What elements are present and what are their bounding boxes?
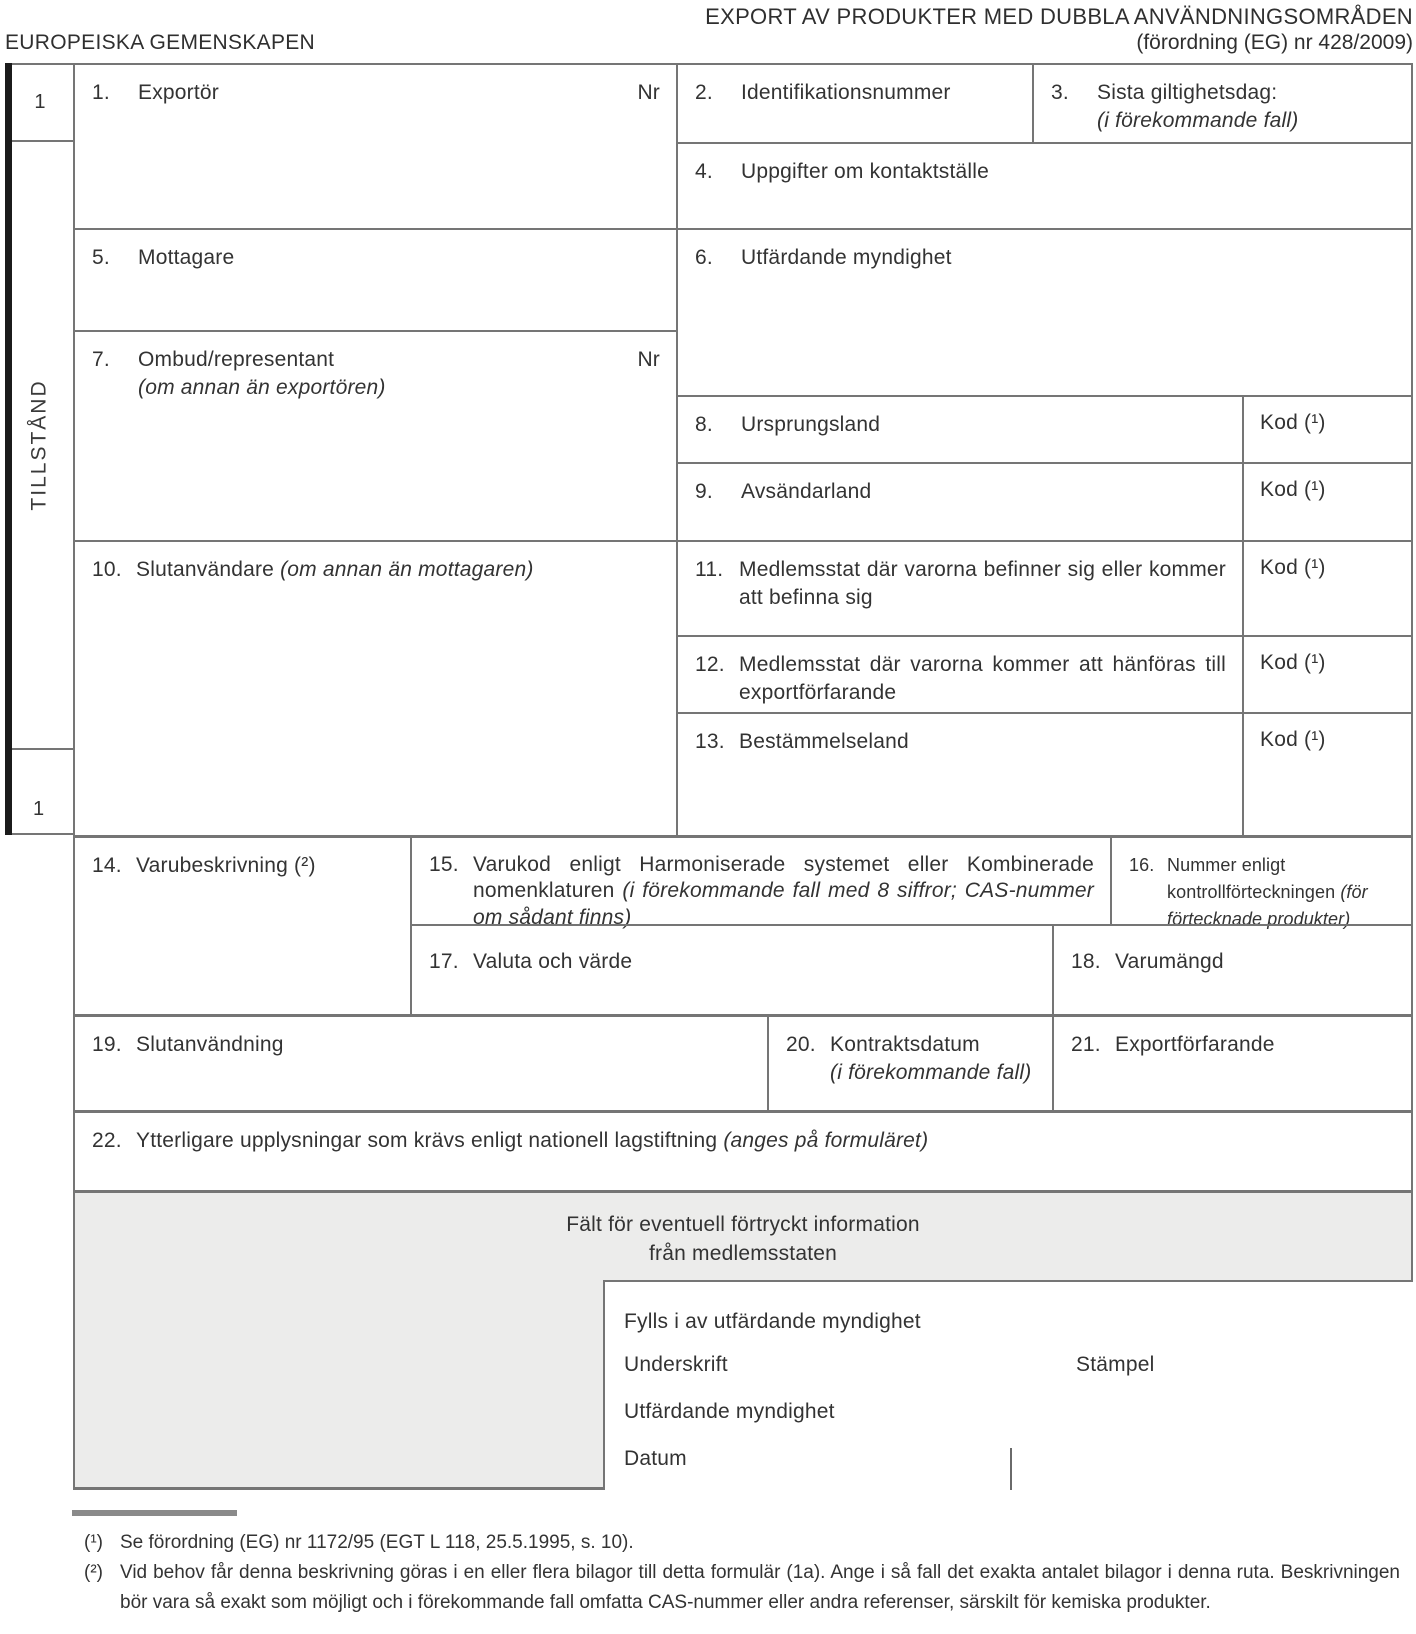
- regulation-subtitle: (förordning (EG) nr 428/2009): [1136, 31, 1413, 54]
- kod-label: Kod (¹): [1260, 478, 1326, 501]
- box-label: Varubeskrivning (²): [136, 854, 316, 877]
- box-number: 15.: [429, 853, 459, 876]
- box-note: (i förekommande fall med 8 siffror; CAS-nummer om sådant finns): [473, 879, 1094, 929]
- box-label: Ytterligare upplysningar som krävs enligt nationell lagstiftning (anges på formuläret): [136, 1129, 929, 1152]
- box-number: 17.: [429, 950, 459, 973]
- footnote-marker: (²): [84, 1562, 103, 1583]
- box-number: 14.: [92, 854, 122, 877]
- box-11-code: [1242, 540, 1413, 635]
- box-label: Utfärdande myndighet: [741, 246, 952, 269]
- issuing-authority-label: Utfärdande myndighet: [624, 1400, 835, 1423]
- sidebar-thick-border: [5, 63, 12, 835]
- box-label: Uppgifter om kontaktställe: [741, 160, 989, 183]
- box-11-member-state-location: [676, 540, 1242, 635]
- box-15-commodity-code: [410, 835, 1110, 929]
- sidebar-tillstand-label: TILLSTÅND: [5, 140, 73, 748]
- box-label: Sista giltighetsdag: (i förekommande fall): [1097, 79, 1395, 135]
- box-6-issuing-authority: [676, 228, 1413, 395]
- box-note: (anges på formuläret): [723, 1129, 929, 1152]
- box-12-member-state-export-procedure: [676, 635, 1242, 712]
- box-label: Nummer enligt kontrollförteckningen (för förtecknade produkter): [1167, 855, 1368, 929]
- box-22-additional-information: [73, 1110, 1413, 1190]
- box-number: 18.: [1071, 950, 1101, 973]
- preprinted-line1: Fält för eventuell förtryckt information: [566, 1213, 920, 1236]
- sidebar-copy-number-bottom: 1: [5, 748, 73, 835]
- box-10-end-user: [73, 540, 676, 835]
- box-number: 22.: [92, 1129, 122, 1152]
- box-number: 1.: [92, 81, 110, 104]
- box-number: 19.: [92, 1033, 122, 1056]
- box-label: Ursprungsland: [741, 413, 881, 436]
- box-number: 7.: [92, 348, 110, 371]
- sidebar-copy-number-top: 1: [5, 63, 73, 140]
- box-label: Avsändarland: [741, 480, 872, 503]
- box-label: Identifikationsnummer: [741, 81, 951, 104]
- footnote-marker: (¹): [84, 1532, 103, 1553]
- box-note: (i förekommande fall): [1097, 108, 1299, 132]
- box-number: 3.: [1051, 81, 1069, 104]
- footnote-1: [84, 1528, 1394, 1558]
- box-label: Exportförfarande: [1115, 1033, 1275, 1056]
- box-label: Medlemsstat där varorna befinner sig eller kommer att befinna sig: [739, 558, 1226, 609]
- box-number: 6.: [695, 246, 713, 269]
- box-number: 11.: [695, 558, 724, 581]
- nr-label: Nr: [637, 348, 660, 371]
- kod-label: Kod (¹): [1260, 556, 1326, 579]
- form-title: EXPORT AV PRODUKTER MED DUBBLA ANVÄNDNINGSOMRÅDEN: [705, 4, 1413, 29]
- nr-label: Nr: [637, 81, 660, 104]
- footnote-separator: [72, 1510, 237, 1516]
- box-number: 4.: [695, 160, 713, 183]
- box-14-description-of-items: [73, 835, 410, 1014]
- stamp-label: Stämpel: [1076, 1353, 1155, 1376]
- box-number: 20.: [786, 1033, 816, 1056]
- box-note: (om annan än exportören): [138, 375, 386, 399]
- box-8-code: [1242, 395, 1413, 462]
- box-number: 21.: [1071, 1033, 1101, 1056]
- box-label: Slutanvändning: [136, 1033, 284, 1056]
- box-number: 2.: [695, 81, 713, 104]
- box-4-contact-details: [676, 142, 1413, 228]
- footnote-text: Se förordning (EG) nr 1172/95 (EGT L 118, 25.5.1995, s. 10).: [120, 1532, 634, 1553]
- box-label: Varukod enligt Harmoniserade systemet eller Kombinerade nomenklaturen (i förekommande fall med 8 siffror; CAS-nummer om sådant finns): [473, 853, 1094, 929]
- box-3-expiry-date: [1032, 63, 1413, 142]
- box-18-quantity: [1052, 924, 1413, 1014]
- date-label: Datum: [624, 1447, 687, 1470]
- community-label: EUROPEISKA GEMENSKAPEN: [5, 31, 316, 54]
- authority-box-title: Fylls i av utfärdande myndighet: [624, 1310, 921, 1333]
- box-label: Exportör: [138, 81, 219, 104]
- box-9-code: [1242, 462, 1413, 540]
- box-label: Ombud/representant (om annan än exportören): [138, 346, 627, 402]
- box-label: Valuta och värde: [473, 950, 633, 973]
- footnote-2: [84, 1558, 1400, 1618]
- preprinted-line2: från medlemsstaten: [648, 1241, 838, 1265]
- box-19-end-use: [73, 1014, 767, 1110]
- box-number: 9.: [695, 480, 713, 503]
- box-16-control-list-number: [1110, 835, 1413, 929]
- box-label: Varumängd: [1115, 950, 1224, 973]
- stamp-divider-line: [1010, 1448, 1012, 1490]
- box-note: (för förtecknade produkter): [1167, 882, 1368, 929]
- box-5-consignee: [73, 228, 676, 330]
- box-7-agent-representative: [73, 330, 676, 540]
- kod-label: Kod (¹): [1260, 728, 1326, 751]
- box-number: 13.: [695, 730, 725, 753]
- box-label: Mottagare: [138, 246, 235, 269]
- issuing-authority-box: [603, 1280, 1413, 1490]
- box-12-code: [1242, 635, 1413, 712]
- box-note: (om annan än mottagaren): [280, 558, 534, 581]
- box-label: Slutanvändare (om annan än mottagaren): [136, 558, 534, 581]
- box-20-contract-date: [767, 1014, 1052, 1110]
- box-number: 8.: [695, 413, 713, 436]
- box-2-identification-number: [676, 63, 1032, 142]
- box-13-country-of-destination: [676, 712, 1242, 835]
- box-17-currency-and-value: [410, 924, 1052, 1014]
- box-label: Bestämmelseland: [739, 730, 909, 753]
- box-number: 10.: [92, 558, 122, 581]
- footnote-text: Vid behov får denna beskrivning göras i en eller flera bilagor till detta formulär (1a). Ange i så fall det exakta antalet bilagor i denna ruta. Beskrivningen bör vara så exakt som möjligt och i förekommande fall omfatta CAS-nummer eller andra referenser, särskilt för kemiska produkter.: [120, 1562, 1400, 1613]
- box-label: Kontraktsdatum (i förekommande fall): [830, 1031, 1036, 1087]
- box-number: 5.: [92, 246, 110, 269]
- box-label: Medlemsstat där varorna kommer att hänföras till exportförfarande: [739, 653, 1226, 704]
- box-number: 12.: [695, 653, 725, 676]
- kod-label: Kod (¹): [1260, 651, 1326, 674]
- signature-label: Underskrift: [624, 1353, 728, 1376]
- box-21-export-procedure: [1052, 1014, 1413, 1110]
- box-8-country-of-origin: [676, 395, 1242, 462]
- box-1-exporter: [73, 63, 676, 228]
- box-number: 16.: [1129, 855, 1155, 875]
- kod-label: Kod (¹): [1260, 411, 1326, 434]
- box-9-country-of-consignment: [676, 462, 1242, 540]
- box-note: (i förekommande fall): [830, 1060, 1032, 1084]
- box-13-code: [1242, 712, 1413, 835]
